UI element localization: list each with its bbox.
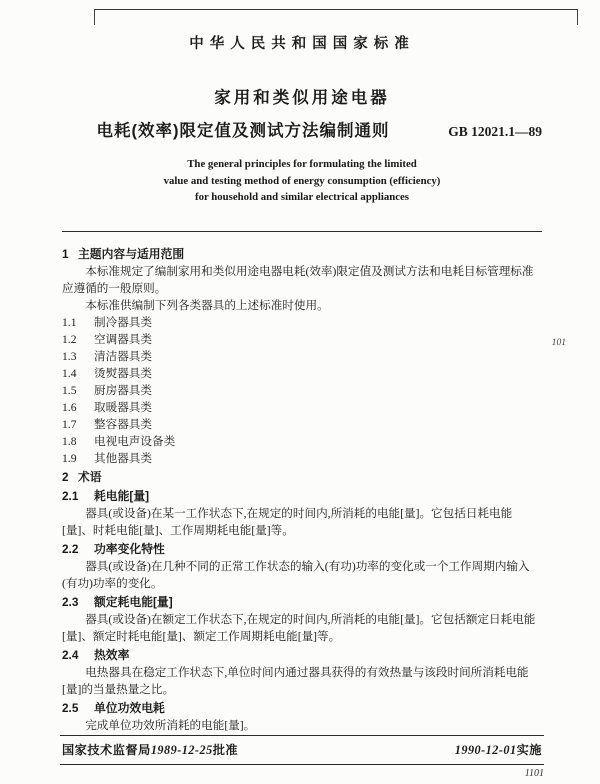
term-title: 热效率 <box>94 647 130 662</box>
margin-page-note: 101 <box>551 338 566 348</box>
term-number: 2.3 <box>62 594 79 609</box>
english-title-line1: The general principles for formulating the limited <box>187 158 417 170</box>
term-number: 2.4 <box>62 647 79 662</box>
item-number: 1.5 <box>62 383 77 397</box>
term-number: 2.2 <box>62 541 79 556</box>
section-1-title: 主题内容与适用范围 <box>78 246 185 261</box>
item-number: 1.7 <box>62 417 77 431</box>
english-title <box>62 156 542 206</box>
category-list <box>62 314 542 467</box>
term-title: 单位功效电耗 <box>94 700 165 715</box>
term-block <box>62 647 542 698</box>
term-block <box>62 488 542 539</box>
item-label: 厨房器具类 <box>94 383 152 397</box>
item-label: 烫熨器具类 <box>94 366 152 380</box>
approval-org: 国家技术监督局 <box>62 743 151 757</box>
document-footer <box>60 735 544 779</box>
term-title: 耗电能[量] <box>94 488 150 503</box>
term-heading <box>62 647 542 664</box>
term-definition: 完成单位功效所消耗的电能[量]。 <box>85 718 256 732</box>
list-item <box>62 348 542 365</box>
standard-organization: 中华人民共和国国家标准 <box>189 36 415 52</box>
list-item <box>62 365 542 382</box>
document-title-line2: 电耗(效率)限定值及测试方法编制通则 <box>96 122 390 140</box>
term-definition: 器具(或设备)在几种不同的正常工作状态的输入(有功)功率的变化或一个工作周期内输入(有功)功率的变化。 <box>62 559 530 590</box>
standard-number: GB 12021.1—89 <box>448 124 542 139</box>
approval-date: 1989-12-25 <box>150 743 213 757</box>
term-title: 额定耗电能[量] <box>94 594 173 609</box>
list-item <box>62 399 542 416</box>
list-item <box>62 433 542 450</box>
section-2-number: 2 <box>62 469 69 484</box>
item-number: 1.3 <box>62 349 77 363</box>
document-header <box>0 0 600 206</box>
list-item <box>62 314 542 331</box>
term-heading <box>62 594 542 611</box>
item-number: 1.8 <box>62 434 77 448</box>
term-number: 2.1 <box>62 488 79 503</box>
approval-word: 批准 <box>212 743 239 757</box>
item-label: 清洁器具类 <box>94 349 152 363</box>
section-1-paragraph-1: 本标准规定了编制家用和类似用途电器电耗(效率)限定值及测试方法和电耗目标管理标准应遵循的一般原则。 <box>62 264 534 295</box>
term-block <box>62 700 542 734</box>
implementation-date: 1990-12-01 <box>454 743 517 757</box>
item-label: 空调器具类 <box>94 332 152 346</box>
term-title: 功率变化特性 <box>94 541 165 556</box>
section-2-title: 术语 <box>78 469 102 484</box>
english-title-line3: for household and similar electrical appliances <box>194 191 410 203</box>
list-item <box>62 450 542 467</box>
page-code: 1101 <box>524 768 544 779</box>
section-1-paragraph-2: 本标准供编制下列各类器具的上述标准时使用。 <box>85 298 329 312</box>
approval-text <box>62 741 238 758</box>
item-number: 1.2 <box>62 332 77 346</box>
item-label: 电视电声设备类 <box>94 434 176 448</box>
item-number: 1.4 <box>62 366 77 380</box>
item-label: 其他器具类 <box>94 451 152 465</box>
page-top-border <box>94 9 578 25</box>
term-heading <box>62 700 542 717</box>
list-item <box>62 382 542 399</box>
item-number: 1.1 <box>62 315 77 329</box>
item-label: 制冷器具类 <box>94 315 152 329</box>
term-heading <box>62 488 542 505</box>
term-heading <box>62 541 542 558</box>
term-definition: 器具(或设备)在额定工作状态下,在规定的时间内,所消耗的电能[量]。它包括额定日耗电能[量]、额定时耗电能[量]、额定工作周期耗电能[量]等。 <box>62 612 536 643</box>
item-number: 1.6 <box>62 400 77 414</box>
item-label: 取暖器具类 <box>94 400 152 414</box>
term-block <box>62 594 542 645</box>
item-number: 1.9 <box>62 451 77 465</box>
english-title-line2: value and testing method of energy consumption (efficiency) <box>163 174 441 187</box>
term-block <box>62 541 542 592</box>
implementation-word: 实施 <box>516 743 542 757</box>
section-1-number: 1 <box>62 246 69 261</box>
implementation-text <box>455 741 542 758</box>
document-body <box>0 232 600 734</box>
list-item <box>62 416 542 433</box>
footer-row <box>60 736 544 765</box>
title-row <box>62 117 542 141</box>
term-definition: 电热器具在稳定工作状态下,单位时间内通过器具获得的有效热量与该段时间所消耗电能[量]的当量热量之比。 <box>62 665 529 696</box>
term-definition: 器具(或设备)在某一工作状态下,在规定的时间内,所消耗的电能[量]。它包括日耗电能[量]、时耗电能[量]、工作周期耗电能[量]等。 <box>62 506 513 537</box>
section-1-heading <box>62 246 542 263</box>
item-label: 整容器具类 <box>94 417 152 431</box>
document-title-line1: 家用和类似用途电器 <box>214 89 390 107</box>
list-item <box>62 331 542 348</box>
term-number: 2.5 <box>62 700 79 715</box>
section-2-heading <box>62 469 542 486</box>
